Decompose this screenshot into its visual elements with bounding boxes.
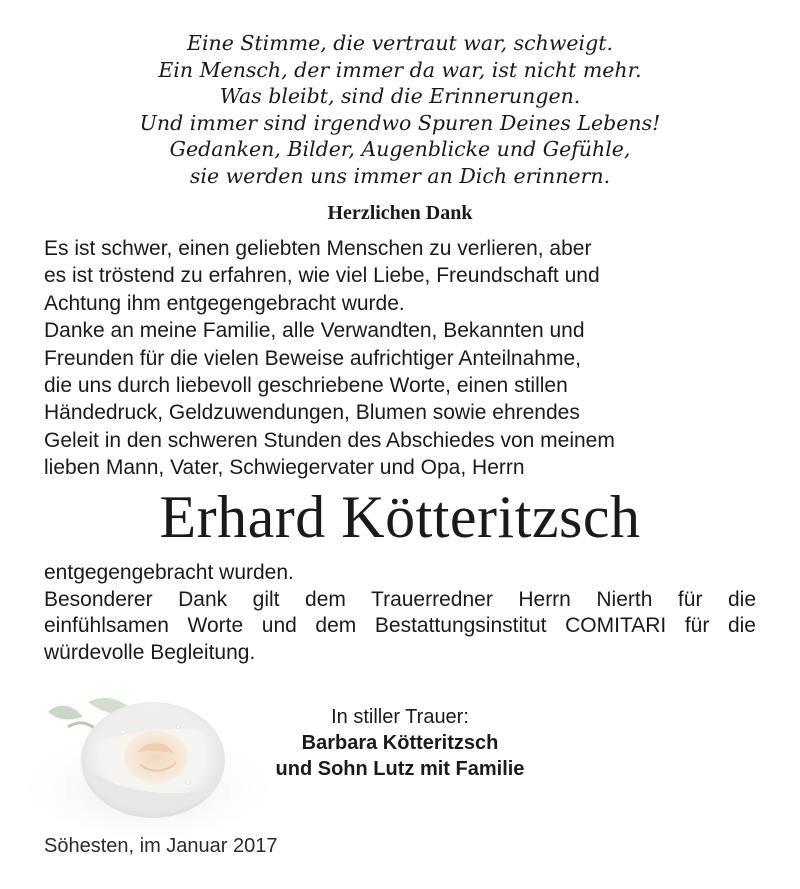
signoff-name: Barbara Kötteritzsch — [301, 732, 499, 754]
text-line: Es ist schwer, einen geliebten Menschen zu verlieren, aber — [44, 237, 592, 260]
poem-line: Gedanken, Bilder, Augenblicke und Gefühle, — [169, 137, 631, 161]
text-line: Danke an meine Familie, alle Verwandten, Bekannten und — [44, 319, 585, 343]
poem-line: Ein Mensch, der immer da war, ist nicht mehr. — [158, 57, 642, 82]
text-line: es ist tröstend zu erfahren, wie viel Liebe, Freundschaft und — [44, 264, 600, 288]
text-line: Freunden für die vielen Beweise aufrichtiger Anteilnahme, — [44, 346, 581, 370]
poem-line: Eine Stimme, die vertraut war, schweigt. — [187, 31, 613, 55]
place-date: Söhesten, im Januar 2017 — [44, 835, 278, 857]
text-line: entgegengebracht wurden. — [44, 561, 294, 584]
signoff-intro: In stiller Trauer: — [331, 706, 469, 728]
text-line: Händedruck, Geldzuwendungen, Blumen sowie ehrendes — [44, 401, 580, 425]
text-line: die uns durch liebevoll geschriebene Worte, einen stillen — [44, 374, 568, 398]
text-line: Geleit in den schweren Stunden des Abschiedes von meinem — [44, 428, 615, 452]
thanks-text — [44, 235, 764, 482]
text-line: Achtung ihm entgegengebracht wurde. — [44, 291, 405, 315]
signoff-family: und Sohn Lutz mit Familie — [275, 758, 525, 780]
text-line: Besonderer Dank gilt dem Trauerredner Herrn Nierth für die — [44, 587, 756, 611]
deceased-name: Erhard Kötteritzsch — [159, 484, 641, 550]
text-line: lieben Mann, Vater, Schwiegervater und Opa, Herrn — [44, 456, 525, 480]
signoff — [230, 704, 570, 782]
poem-line: Und immer sind irgendwo Spuren Deines Lebens! — [139, 110, 661, 135]
poem — [0, 30, 800, 189]
closing-text — [44, 560, 756, 666]
text-line: einfühlsamen Worte und dem Bestattungsinstitut COMITARI für die — [44, 614, 756, 637]
poem-line: sie werden uns immer an Dich erinnern. — [189, 163, 611, 188]
text-line: würdevolle Begleitung. — [44, 640, 256, 664]
thanks-heading: Herzlichen Dank — [327, 202, 473, 224]
poem-line: Was bleibt, sind die Erinnerungen. — [219, 84, 581, 108]
